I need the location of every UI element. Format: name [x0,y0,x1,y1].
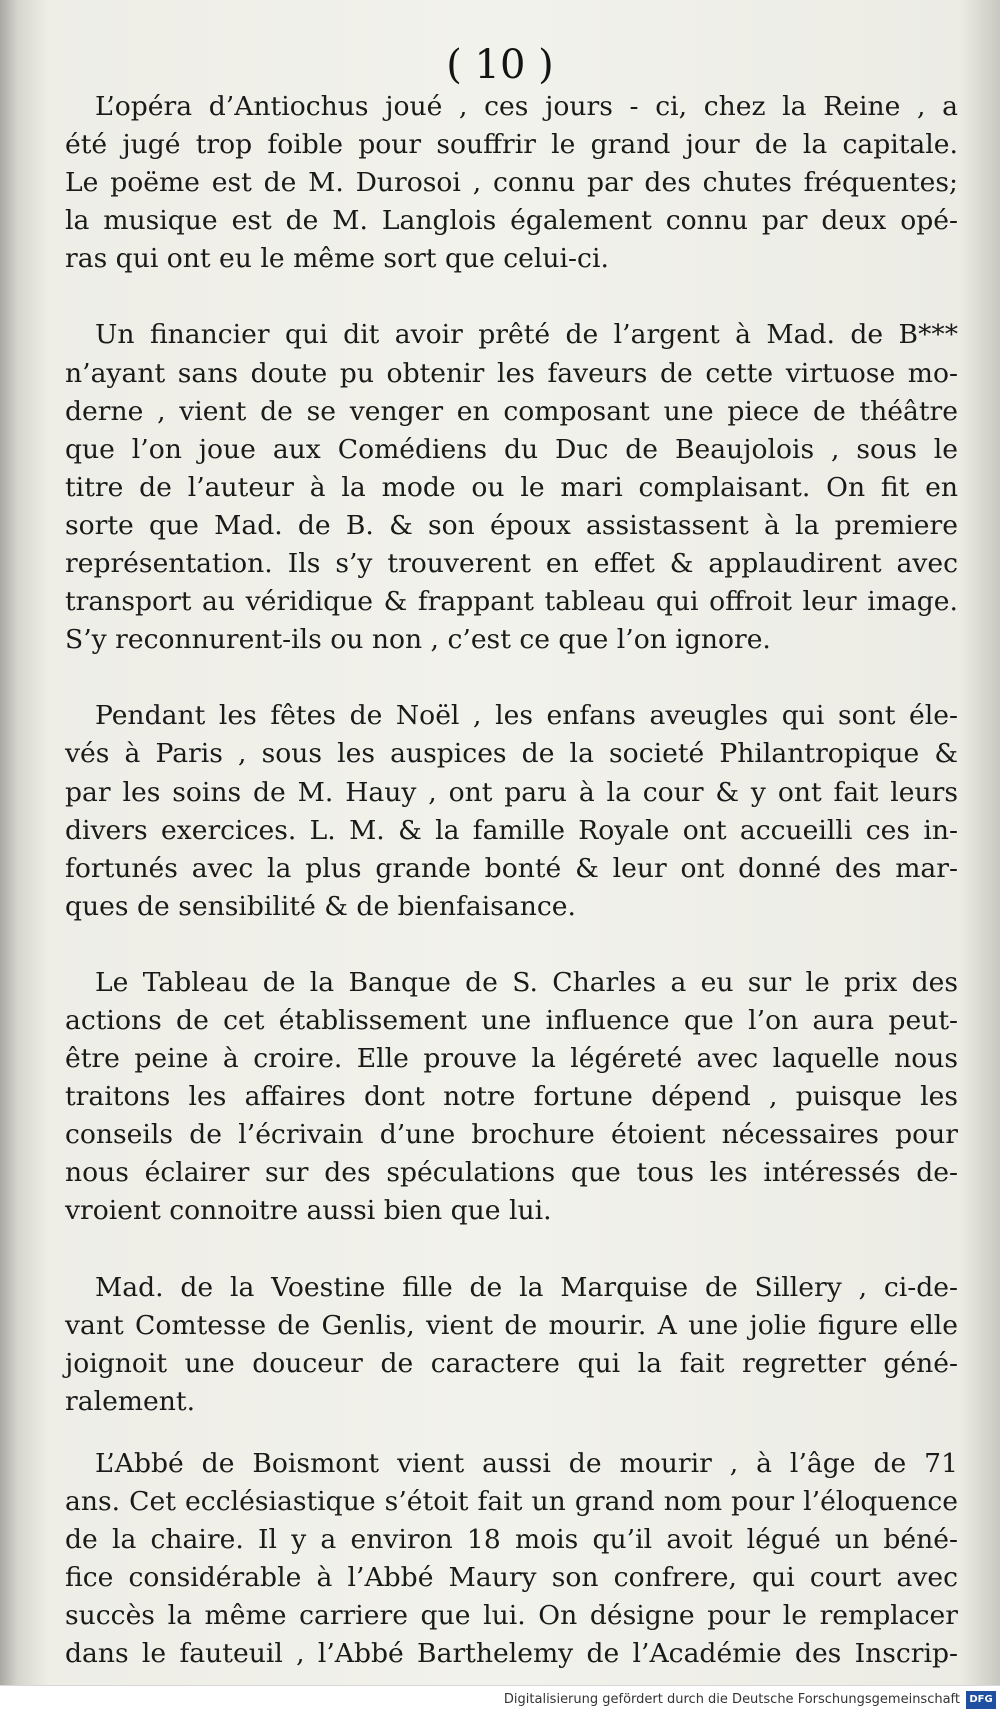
text-line: nous éclairer sur des spéculations que tous les intéressés de- [65,1157,958,1189]
text-line: S’y reconnurent-ils ou non , c’est ce que l’on ignore. [65,624,771,656]
paragraph-gap [65,926,958,964]
text-line: été jugé trop foible pour souffrir le grand jour de la capitale. [65,129,958,161]
text-line: la musique est de M. Langlois également connu par deux opé- [65,205,958,237]
article-body [65,88,958,1673]
text-line: joignoit une douceur de caractere qui la fait regretter géné- [65,1347,958,1379]
text-line: représentation. Ils s’y trouverent en effet & applaudirent avec [65,548,958,580]
text-line: L’Abbé de Boismont vient aussi de mourir , à l’âge de 71 [95,1447,958,1479]
paragraph-gap [65,1231,958,1269]
text-line: succès la même carriere que lui. On désigne pour le remplacer [65,1600,958,1632]
text-line: ralement. [65,1385,196,1417]
paragraph-gap [65,278,958,316]
text-line: vroient connoitre aussi bien que lui. [65,1195,552,1227]
text-line: fice considérable à l’Abbé Maury son confrere, qui court avec [65,1562,958,1594]
text-line: Le poëme est de M. Durosoi , connu par des chutes fréquentes; [65,167,958,199]
text-line: sorte que Mad. de B. & son époux assistassent à la premiere [65,509,958,541]
text-line: fortunés avec la plus grande bonté & leur ont donné des mar- [65,852,958,884]
dfg-logo-icon: DFG [966,1691,996,1709]
text-line: être peine à croire. Elle prouve la légéreté avec laquelle nous [65,1043,958,1075]
paragraph-gap [65,1421,958,1445]
text-line: Mad. de la Voestine fille de la Marquise de Sillery , ci-de- [95,1271,958,1303]
text-line: Le Tableau de la Banque de S. Charles a eu sur le prix des [95,966,958,998]
text-line: n’ayant sans doute pu obtenir les faveurs de cette virtuose mo- [65,357,958,389]
page-number: ( 10 ) [446,42,554,88]
text-line: actions de cet établissement une influence que l’on aura peut- [65,1004,958,1036]
text-line: Pendant les fêtes de Noël , les enfans aveugles qui sont éle- [95,700,958,732]
text-line: traitons les affaires dont notre fortune dépend , puisque les [65,1081,958,1113]
text-line: ans. Cet ecclésiastique s’étoit fait un grand nom pour l’éloquence [65,1486,958,1517]
text-line: vés à Paris , sous les auspices de la societé Philantropique & [65,738,958,770]
text-line: L’opéra d’Antiochus joué , ces jours - ci, chez la Reine , a [95,91,958,122]
text-line: Un financier qui dit avoir prêté de l’argent à Mad. de B*** [95,319,958,351]
text-line: ras qui ont eu le même sort que celui-ci. [65,243,609,275]
text-line: ques de sensibilité & de bienfaisance. [65,890,576,922]
funding-credit: Digitalisierung gefördert durch die Deutsche Forschungsgemeinschaft [503,1692,960,1707]
text-line: vant Comtesse de Genlis, vient de mourir. A une jolie figure elle [65,1309,958,1341]
text-line: derne , vient de se venger en composant une piece de théâtre [65,395,958,427]
text-line: transport au véridique & frappant tableau qui offroit leur image. [65,586,958,618]
text-line: de la chaire. Il y a environ 18 mois qu’il avoit légué un béné- [65,1524,958,1556]
digitization-footer [0,1685,1000,1716]
text-line: titre de l’auteur à la mode ou le mari complaisant. On fit en [65,471,958,503]
text-line: conseils de l’écrivain d’une brochure étoient nécessaires pour [65,1119,958,1151]
text-line: par les soins de M. Hauy , ont paru à la cour & y ont fait leurs [65,776,958,808]
paragraph-gap [65,659,958,697]
text-line: divers exercices. L. M. & la famille Royale ont accueilli ces in- [65,814,958,846]
text-line: dans le fauteuil , l’Abbé Barthelemy de l’Académie des Inscrip- [65,1638,958,1670]
text-line: que l’on joue aux Comédiens du Duc de Beaujolois , sous le [65,433,958,465]
